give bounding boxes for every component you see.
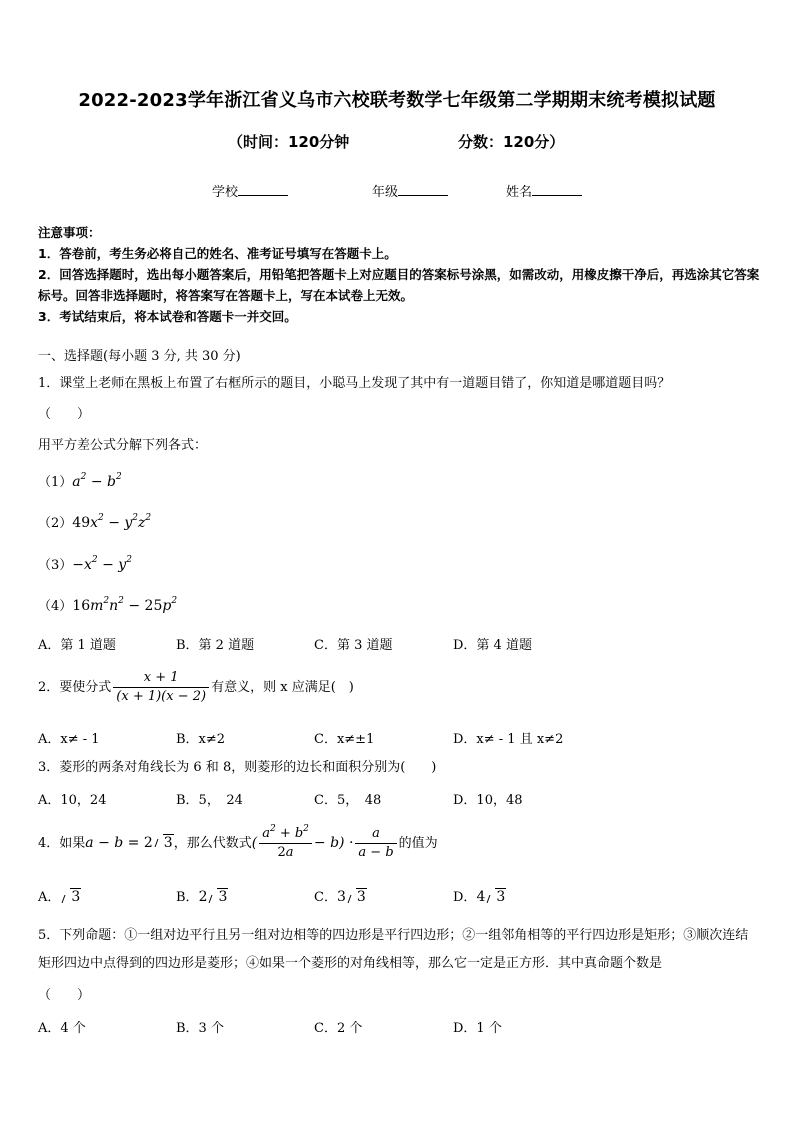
q3-option-c[interactable]: C．5， 48 [314, 793, 382, 808]
q1-stem: 1．课堂上老师在黑板上布置了右框所示的题目，小聪马上发现了其中有一道题目错了，你知道是哪道题目吗？ [38, 376, 671, 391]
q2-option-b[interactable]: B．x≠2 [176, 732, 226, 747]
q5-option-c[interactable]: C．2 个 [314, 1021, 363, 1036]
q4-option-b[interactable]: B．2 3 [176, 889, 228, 905]
q3-stem: 3．菱形的两条对角线长为 6 和 8，则菱形的边长和面积分别为( ) [38, 760, 437, 775]
grade-label: 年级 [372, 185, 399, 200]
q4-stem: 4．如果a − b = 2 3，那么代数式( $\frac{a^2 + b^2}{2a}$ − b) · $\frac{a}{a - b}$ 的值为 [38, 824, 438, 860]
q1-item-4: $(4)16m^2n^2 - 25p^2$ [38, 596, 178, 614]
exam-time: （时间：120分钟 [228, 133, 350, 151]
q1-option-a[interactable]: A．第 1 道题 [38, 638, 116, 653]
grade-blank[interactable] [398, 183, 448, 196]
q4-option-d[interactable]: D．4 3 [453, 889, 506, 905]
exam-score: 分数：120分） [458, 133, 565, 151]
name-blank[interactable] [532, 183, 582, 196]
school-blank[interactable] [238, 183, 288, 196]
q3-option-d[interactable]: D．10，48 [453, 793, 523, 808]
q5-option-b[interactable]: B．3 个 [176, 1021, 224, 1036]
q5-option-d[interactable]: D．1 个 [453, 1021, 502, 1036]
page-title: 2022-2023学年浙江省义乌市六校联考数学七年级第二学期期末统考模拟试题 [78, 90, 716, 111]
section-heading: 一、选择题(每小题 3 分, 共 30 分) [38, 349, 241, 364]
q1-prompt: 用平方差公式分解下列各式： [38, 438, 208, 453]
q2-fraction: $\frac{x + 1}{(x + 1)(x - 2)}$ [113, 670, 209, 705]
q1-option-d[interactable]: D．第 4 道题 [453, 638, 532, 653]
name-label: 姓名 [506, 185, 533, 200]
q2-stem: 2．要使分式 $\frac{x + 1}{(x + 1)(x - 2)}$ 有意义，则 x 应满足( ) [38, 670, 354, 704]
q4-option-a[interactable]: A． 3 [38, 889, 81, 905]
school-field [212, 181, 288, 200]
notice-item-2: 2．回答选择题时，选出每小题答案后，用铅笔把答题卡上对应题目的答案标号涂黑，如需改动，用橡皮擦干净后，再选涂其它答案标号。回答非选择题时，将答案写在答题卡上，写在本试卷上无效。 [38, 267, 760, 303]
notice-block [38, 222, 760, 327]
q3-option-b[interactable]: B．5， 24 [176, 793, 243, 808]
q1-item-1: $(1)a^2 - b^2$ [38, 472, 122, 490]
q1-item-3: $(3)-x^2 - y^2$ [38, 555, 132, 573]
q5-paren: （ ） [38, 988, 91, 1003]
q1-option-c[interactable]: C．第 3 道题 [314, 638, 393, 653]
q1-option-b[interactable]: B．第 2 道题 [176, 638, 255, 653]
name-field [506, 181, 582, 200]
q2-option-c[interactable]: C．x≠±1 [314, 732, 375, 747]
grade-field [372, 181, 448, 200]
q2-option-d[interactable]: D．x≠ - 1 且 x≠2 [453, 732, 564, 747]
q2-option-a[interactable]: A．x≠ - 1 [38, 732, 100, 747]
q4-option-c[interactable]: C．3 3 [314, 889, 366, 905]
q3-option-a[interactable]: A．10，24 [38, 793, 107, 808]
notice-item-3: 3．考试结束后，将本试卷和答题卡一并交回。 [38, 309, 297, 324]
school-label: 学校 [212, 185, 239, 200]
notice-heading: 注意事项： [38, 225, 101, 240]
q5-option-a[interactable]: A．4 个 [38, 1021, 86, 1036]
notice-item-1: 1．答卷前，考生务必将自己的姓名、准考证号填写在答题卡上。 [38, 246, 397, 261]
q1-item-2: $(2)49x^2 - y^2z^2$ [38, 513, 152, 531]
q1-paren: （ ） [38, 407, 91, 422]
q5-stem: 5．下列命题：①一组对边平行且另一组对边相等的四边形是平行四边形；②一组邻角相等的平行四边形是矩形；③顺次连结矩形四边中点得到的四边形是菱形；④如果一个菱形的对角线相等，那么它一定是正方形．其中真命题个数是 [38, 928, 749, 971]
